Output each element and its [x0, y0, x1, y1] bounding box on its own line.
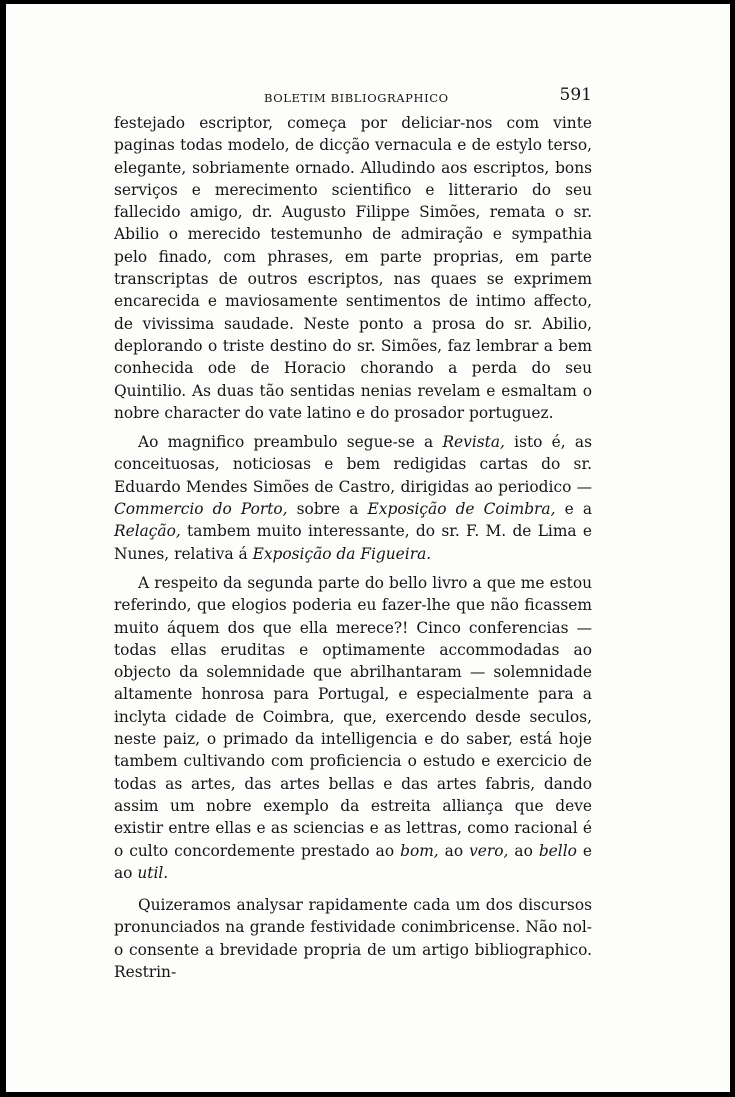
paragraph-2 — [114, 431, 592, 565]
italic-text: bello — [538, 841, 577, 860]
page-header — [114, 82, 592, 112]
body-text — [114, 112, 592, 983]
italic-text: Revista, — [442, 433, 505, 452]
text-run: ao — [508, 841, 539, 860]
text-run: Ao magnifico preambulo segue-se a — [138, 433, 443, 452]
text-run: Quizeramos analysar rapidamente cada um dos discursos pronunciados na grande festividade conimbricense. Não nol-o consente a brevidade propria de um artigo bibliographico. Restrin- — [114, 896, 592, 981]
italic-text: util. — [137, 863, 169, 882]
text-run: ao — [438, 841, 470, 860]
italic-text: bom, — [400, 841, 439, 860]
text-run: sobre a — [287, 500, 368, 519]
paragraph-4 — [114, 894, 592, 983]
italic-text: Exposição da Figueira. — [252, 544, 432, 563]
italic-text: Exposição de Coimbra, — [367, 500, 556, 519]
paragraph-3 — [114, 572, 592, 884]
book-page — [114, 82, 592, 983]
text-run: tambem muito interessante, do sr. F. M. de Lima e Nunes, relativa á — [114, 522, 592, 563]
text-run: festejado escriptor, começa por deliciar-nos com vinte paginas todas modelo, de dicção vernacula e de estylo terso, elegante, sobriamente ornado. Alludindo aos escriptos, bons serviços e merecimento scientifico e litterario do seu fallecido amigo, dr. Augusto Filippe Simões, remata o sr. Abilio o merecido testemunho de admiração e sympathia pelo finado, com phrases, em parte proprias, em parte transcriptas de outros escriptos, nas quaes se exprimem encarecida e maviosamente sentimentos de intimo affecto, de vivissima saudade. Neste ponto a prosa do sr. Abilio, deplorando o triste destino do sr. Simões, faz lembrar a bem conhecida ode de Horacio chorando a perda do seu Quintilio. As duas tão sentidas nenias revelam e esmaltam o nobre character do vate latino e do prosador portuguez. — [114, 114, 592, 422]
page-number: 591 — [559, 85, 592, 105]
text-run: isto é, as conceituosas, noticiosas e bem redigidas cartas do sr. Eduardo Mendes Simões de Castro, dirigidas ao periodico — — [114, 433, 592, 496]
paragraph-1 — [114, 112, 592, 424]
italic-text: Commercio do Porto, — [114, 500, 288, 519]
italic-text: Relação, — [114, 522, 181, 541]
running-head: BOLETIM BIBLIOGRAPHICO — [264, 91, 449, 105]
text-run: e ao — [114, 841, 592, 882]
italic-text: vero, — [469, 841, 509, 860]
text-run: e a — [555, 500, 592, 519]
text-run: A respeito da segunda parte do bello livro a que me estou referindo, que elogios poderia eu fazer-lhe que não ficassem muito áquem dos que ella merece?! Cinco conferencias — todas ellas eruditas e optimamente accommodadas ao objecto da solemnidade que abrilhantaram — solemnidade altamente honrosa para Portugal, e especialmente para a inclyta cidade de Coimbra, que, exercendo desde seculos, neste paiz, o primado da intelligencia e do saber, está hoje tambem cultivando com proficiencia o estudo e exercicio de todas as artes, das artes bellas e das artes fabris, dando assim um nobre exemplo da estreita alliança que deve existir entre ellas e as sciencias e as lettras, como racional é o culto concordemente prestado ao — [114, 573, 592, 860]
